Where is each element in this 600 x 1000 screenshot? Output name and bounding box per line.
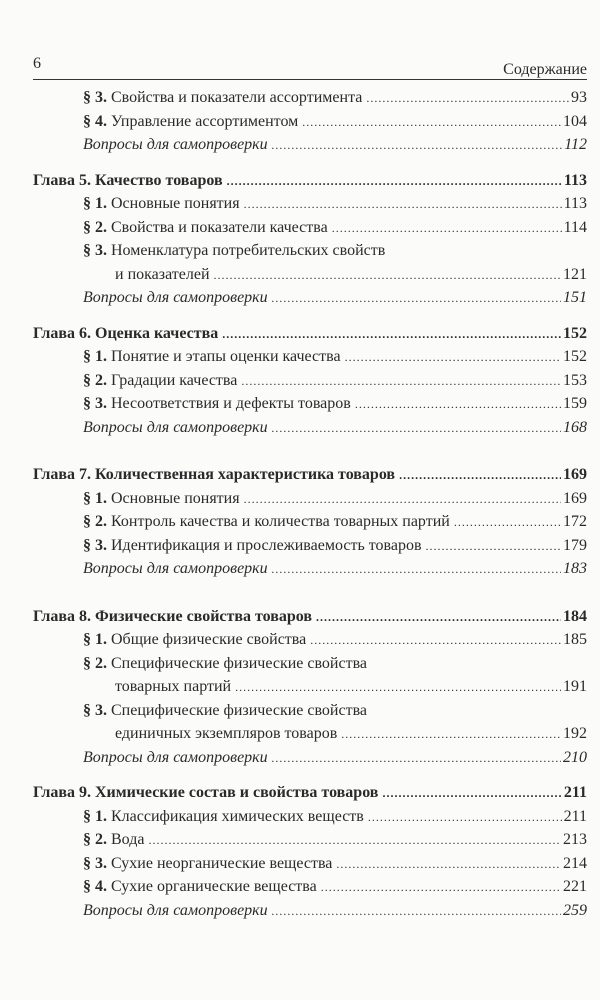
section-number: § 2. <box>83 654 107 672</box>
page-ref: 183 <box>563 560 587 577</box>
page-ref: 114 <box>563 218 587 236</box>
toc-entry[interactable] <box>33 345 587 369</box>
toc-entry[interactable] <box>33 628 587 652</box>
section-number: § 1. <box>83 195 107 212</box>
dot-leader <box>366 87 569 111</box>
dot-leader <box>272 747 561 771</box>
toc-entry[interactable] <box>33 510 587 534</box>
section-number: § 4. <box>83 112 107 130</box>
dot-leader <box>321 876 561 900</box>
page-ref: 172 <box>563 513 587 530</box>
toc-chapter[interactable] <box>33 322 587 346</box>
section-number: § 3. <box>83 854 107 872</box>
section-number: § 3. <box>83 536 107 554</box>
page-ref: 259 <box>563 901 587 919</box>
dot-leader <box>341 723 561 747</box>
toc-entry[interactable] <box>33 828 587 852</box>
page-ref: 179 <box>563 536 587 554</box>
page-ref: 214 <box>563 854 587 872</box>
dot-leader <box>399 464 561 488</box>
section-number: § 2. <box>83 218 107 236</box>
toc-entry[interactable] <box>33 86 587 110</box>
dot-leader <box>241 370 561 394</box>
page-ref: 185 <box>563 631 587 648</box>
section-number: § 2. <box>83 371 107 389</box>
page-ref: 213 <box>563 831 587 848</box>
chapter-title: Глава 6. Оценка качества <box>33 324 219 342</box>
toc-entry-continuation[interactable] <box>33 675 587 699</box>
section-title: Специфические физические свойства <box>107 654 368 672</box>
page-ref: 192 <box>563 725 587 742</box>
dot-leader <box>222 323 561 347</box>
section-title-cont: товарных партий <box>115 678 232 695</box>
dot-leader <box>272 900 561 924</box>
section-title: Управление ассортиментом <box>107 112 299 130</box>
section-number: § 1. <box>83 348 107 365</box>
toc-entry[interactable] <box>33 369 587 393</box>
dot-leader <box>336 853 561 877</box>
running-title: Содержание <box>503 61 587 78</box>
page-ref: 153 <box>563 371 587 389</box>
section-number: § 1. <box>83 489 107 507</box>
dot-leader <box>235 676 561 700</box>
dot-leader <box>272 287 561 311</box>
section-number: § 3. <box>83 701 107 719</box>
page-header <box>33 55 587 80</box>
page-ref: 191 <box>563 678 587 695</box>
section-number: § 3. <box>83 242 107 259</box>
page-number: 6 <box>33 55 41 72</box>
toc-entry[interactable] <box>33 487 587 511</box>
toc-entry-questions[interactable] <box>33 416 587 440</box>
toc-entry-continuation[interactable] <box>33 722 587 746</box>
page-ref: 151 <box>563 289 587 306</box>
dot-leader <box>244 488 561 512</box>
section-title: Градации качества <box>107 371 238 389</box>
section-title: Несоответствия и дефекты товаров <box>107 395 351 412</box>
page-ref: 121 <box>563 265 587 283</box>
section-title: Вопросы для самопроверки <box>83 136 268 153</box>
toc-chapter[interactable] <box>33 169 587 193</box>
page-ref: 113 <box>563 195 587 212</box>
dot-leader <box>272 134 563 158</box>
toc-chapter[interactable] <box>33 781 587 805</box>
page-ref: 184 <box>563 607 587 625</box>
section-title: Сухие неорганические вещества <box>107 854 333 872</box>
page-ref: 168 <box>563 418 587 436</box>
dot-leader <box>316 606 561 630</box>
section-title: Вопросы для самопроверки <box>83 901 268 919</box>
section-number: § 2. <box>83 831 107 848</box>
dot-leader <box>355 393 561 417</box>
dot-leader <box>244 193 562 217</box>
page-ref: 211 <box>563 784 587 801</box>
toc-entry[interactable] <box>33 805 587 829</box>
toc-entry[interactable] <box>33 110 587 134</box>
page-ref: 152 <box>563 348 587 365</box>
dot-leader <box>368 806 562 830</box>
section-title: Идентификация и прослеживаемость товаров <box>107 536 422 554</box>
chapter-title: Глава 7. Количественная характеристика товаров <box>33 466 396 483</box>
section-title: Сухие органические вещества <box>107 878 317 895</box>
section-title: Вопросы для самопроверки <box>83 560 268 577</box>
dot-leader <box>148 829 561 853</box>
chapter-title: Глава 5. Качество товаров <box>33 171 223 189</box>
toc-entry[interactable] <box>33 852 587 876</box>
page-ref: 210 <box>563 748 587 766</box>
section-title: Понятие и этапы оценки качества <box>107 348 341 365</box>
section-number: § 3. <box>83 395 107 412</box>
section-number: § 1. <box>83 631 107 648</box>
section-title: Специфические физические свойства <box>107 701 368 719</box>
dot-leader <box>272 417 561 441</box>
page-ref: 211 <box>563 807 587 825</box>
section-title: Классификация химических веществ <box>107 807 364 825</box>
section-title: Вопросы для самопроверки <box>83 289 268 306</box>
section-title: Свойства и показатели ассортимента <box>107 89 363 106</box>
toc-entry-questions[interactable] <box>33 557 587 581</box>
dot-leader <box>382 782 561 806</box>
section-title-cont: единичных экземпляров товаров <box>115 725 338 742</box>
dot-leader <box>302 111 561 135</box>
section-title-cont: и показателей <box>115 265 210 283</box>
toc-entry-first-line[interactable] <box>33 699 587 723</box>
dot-leader <box>332 217 562 241</box>
section-number: § 2. <box>83 513 107 530</box>
page-ref: 93 <box>571 89 587 106</box>
section-title: Основные понятия <box>107 195 240 212</box>
page-ref: 221 <box>563 878 587 895</box>
section-title: Контроль качества и количества товарных партий <box>107 513 450 530</box>
table-of-contents <box>33 86 587 922</box>
dot-leader <box>227 170 562 194</box>
toc-chapter[interactable] <box>33 605 587 629</box>
section-number: § 4. <box>83 878 107 895</box>
toc-entry-continuation[interactable] <box>33 263 587 287</box>
page-ref: 169 <box>563 489 587 507</box>
toc-entry[interactable] <box>33 216 587 240</box>
toc-entry[interactable] <box>33 192 587 216</box>
page-ref: 104 <box>563 112 587 130</box>
dot-leader <box>272 558 561 582</box>
section-title: Вопросы для самопроверки <box>83 418 268 436</box>
toc-entry[interactable] <box>33 392 587 416</box>
toc-entry[interactable] <box>33 534 587 558</box>
toc-entry[interactable] <box>33 875 587 899</box>
section-title: Общие физические свойства <box>107 631 307 648</box>
dot-leader <box>214 264 561 288</box>
section-number: § 1. <box>83 807 107 825</box>
section-title: Вопросы для самопроверки <box>83 748 268 766</box>
section-number: § 3. <box>83 89 107 106</box>
toc-entry-questions[interactable] <box>33 286 587 310</box>
toc-entry-first-line[interactable] <box>33 652 587 676</box>
dot-leader <box>310 629 561 653</box>
page-ref: 112 <box>564 136 587 153</box>
page-ref: 113 <box>563 171 587 189</box>
page-ref: 152 <box>563 324 587 342</box>
toc-entry-questions[interactable] <box>33 133 587 157</box>
dot-leader <box>454 511 561 535</box>
page-ref: 169 <box>563 466 587 483</box>
toc-entry-first-line[interactable] <box>33 239 587 263</box>
dot-leader <box>345 346 561 370</box>
section-title: Вода <box>107 831 145 848</box>
dot-leader <box>426 535 561 559</box>
section-title: Основные понятия <box>107 489 240 507</box>
page-ref: 159 <box>563 395 587 412</box>
section-title: Номенклатура потребительских свойств <box>107 242 386 259</box>
chapter-title: Глава 8. Физические свойства товаров <box>33 607 313 625</box>
toc-chapter[interactable] <box>33 463 587 487</box>
toc-entry-questions[interactable] <box>33 746 587 770</box>
toc-entry-questions[interactable] <box>33 899 587 923</box>
section-title: Свойства и показатели качества <box>107 218 328 236</box>
chapter-title: Глава 9. Химические состав и свойства товаров <box>33 784 379 801</box>
